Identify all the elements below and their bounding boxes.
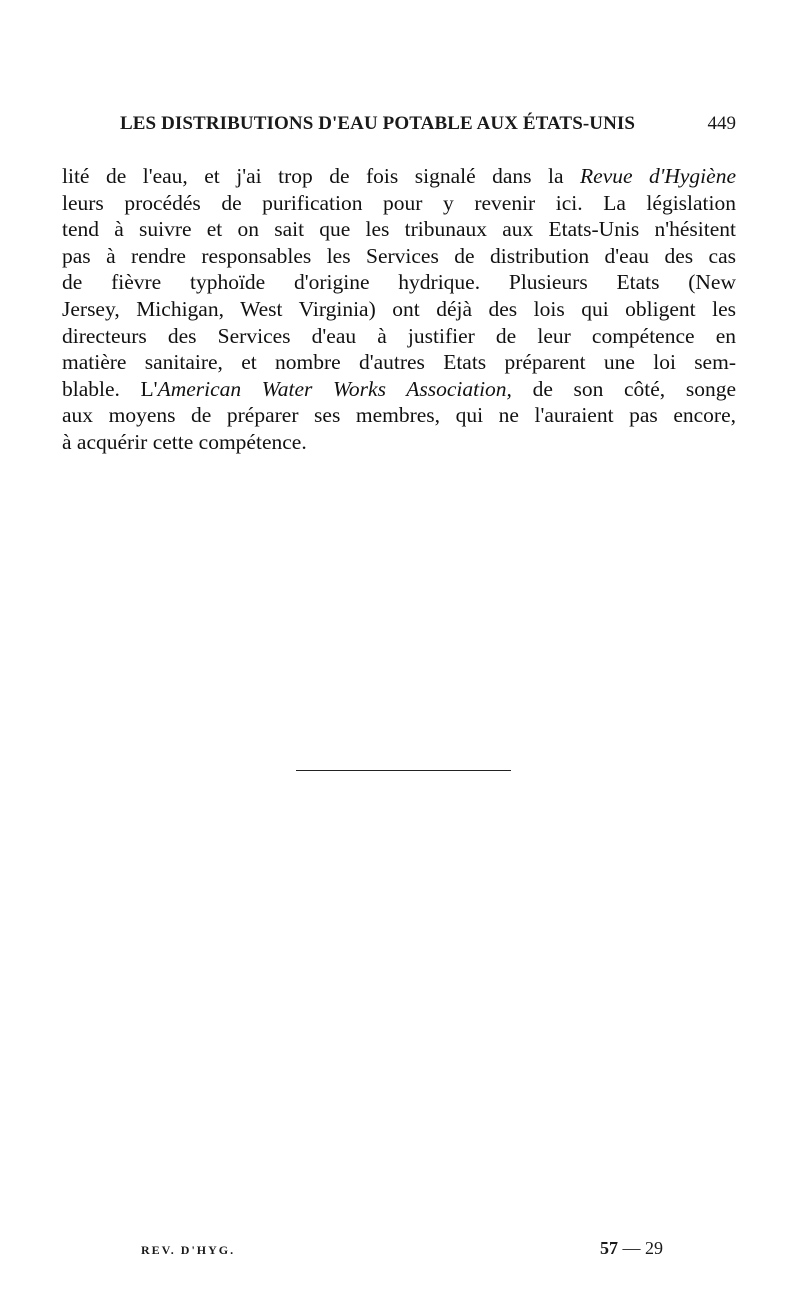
- text-line: [62, 402, 736, 429]
- signature-sheet: 29: [645, 1238, 663, 1258]
- page-number: 449: [707, 113, 736, 134]
- text-line: [62, 190, 736, 217]
- text-line: [62, 376, 736, 403]
- text-line: [62, 296, 736, 323]
- text-segment: à acquérir cette compétence.: [62, 429, 307, 454]
- text-segment: leurs procédés de purification pour y revenir ici. La législation: [62, 190, 736, 215]
- text-segment: Jersey, Michigan, West Virginia) ont déjà des lois qui obligent les: [62, 296, 736, 321]
- text-line: [62, 243, 736, 270]
- text-segment: blable. L': [62, 376, 158, 401]
- text-segment: tend à suivre et on sait que les tribunaux aux Etats-Unis n'hésitent: [62, 217, 736, 242]
- text-line: [62, 323, 736, 350]
- text-line: [62, 429, 736, 456]
- text-segment: directeurs des Services d'eau à justifier de leur compétence en: [62, 323, 736, 348]
- signature-number: 57: [600, 1238, 618, 1258]
- text-line: [62, 269, 736, 296]
- text-segment: aux moyens de préparer ses membres, qui ne l'auraient pas encore,: [62, 403, 736, 428]
- section-end-rule: [296, 770, 511, 771]
- running-head-title: LES DISTRIBUTIONS D'EAU POTABLE AUX ÉTATS-UNIS: [120, 113, 636, 134]
- body-paragraph: [62, 163, 736, 456]
- text-segment: de son côté, songe: [511, 376, 736, 401]
- footer-journal-abbrev: REV. D'HYG.: [141, 1243, 236, 1257]
- italic-segment: American Water Works Association,: [157, 376, 512, 401]
- text-segment: lité de l'eau, et j'ai trop de fois signalé dans la: [62, 164, 581, 188]
- text-segment: pas à rendre responsables les Services de distribution d'eau des cas: [62, 243, 736, 268]
- signature-dash: —: [622, 1238, 641, 1258]
- footer-signature: [600, 1238, 663, 1259]
- italic-segment: Revue d'Hygiène: [580, 164, 736, 188]
- text-segment: matière sanitaire, et nombre d'autres Etats préparent une loi sem-: [62, 350, 736, 375]
- text-segment: de fièvre typhoïde d'origine hydrique. Plusieurs Etats (New: [62, 270, 736, 295]
- text-line: [62, 163, 736, 190]
- text-line: [62, 216, 736, 243]
- text-line: [62, 349, 736, 376]
